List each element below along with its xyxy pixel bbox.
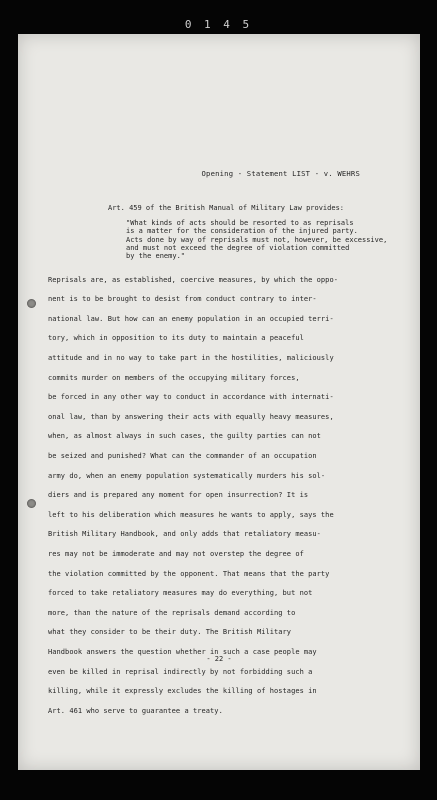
body-line: the violation committed by the opponent. That means that the party bbox=[48, 569, 330, 578]
intro-line: Art. 459 of the British Manual of Military Law provides: bbox=[108, 204, 345, 212]
body-line: nent is to be brought to desist from conduct contrary to inter- bbox=[48, 295, 317, 304]
body-line: diers and is prepared any moment for open insurrection? It is bbox=[48, 491, 309, 500]
quote-line: by the enemy." bbox=[126, 252, 186, 261]
body-line: national law. But how can an enemy population in an occupied terri- bbox=[48, 314, 334, 323]
body-line: tory, which in opposition to its duty to maintain a peaceful bbox=[48, 334, 304, 343]
document-page bbox=[18, 34, 420, 770]
quote-line: Acts done by way of reprisals must not, however, be excessive, bbox=[126, 235, 388, 244]
body-line: forced to take retaliatory measures may do everything, but not bbox=[48, 589, 313, 598]
body-line: when, as almost always in such cases, the guilty parties can not bbox=[48, 432, 321, 441]
film-frame-number: 0 1 4 5 bbox=[184, 18, 253, 31]
body-line: be forced in any other way to conduct in accordance with internati- bbox=[48, 393, 334, 402]
body-line: attitude and in no way to take part in the hostilities, maliciously bbox=[48, 354, 334, 363]
quoted-provision bbox=[48, 219, 398, 261]
body-line: even be killed in reprisal indirectly by not forbidding such a bbox=[48, 667, 313, 676]
body-line: left to his deliberation which measures he wants to apply, says the bbox=[48, 510, 334, 519]
body-line: Reprisals are, as established, coercive measures, by which the oppo- bbox=[48, 275, 338, 284]
quote-line: is a matter for the consideration of the injured party. bbox=[126, 227, 358, 236]
body-line: army do, when an enemy population systematically murders his sol- bbox=[48, 471, 326, 480]
body-line: more, than the nature of the reprisals demand according to bbox=[48, 608, 296, 617]
quote-line: "What kinds of acts should be resorted to as reprisals bbox=[126, 218, 354, 227]
body-line: Art. 461 who serve to guarantee a treaty. bbox=[48, 706, 223, 715]
body-line: be seized and punished? What can the commander of an occupation bbox=[48, 452, 317, 461]
body-line: killing, while it expressly excludes the killing of hostages in bbox=[48, 687, 317, 696]
page-number: - 22 - bbox=[206, 655, 232, 663]
punch-hole-bottom bbox=[27, 499, 36, 508]
punch-hole-top bbox=[27, 299, 36, 308]
body-line: what they consider to be their duty. The British Military bbox=[48, 628, 292, 637]
body-line: res may not be immoderate and may not overstep the degree of bbox=[48, 550, 304, 559]
body-paragraph bbox=[48, 271, 398, 722]
page-header: Opening - Statement LIST - v. WEHRS bbox=[201, 169, 360, 178]
body-line: onal law, than by answering their acts with equally heavy measures, bbox=[48, 412, 334, 421]
page-text-block bbox=[48, 169, 398, 721]
body-line: Handbook answers the question whether in such a case people may bbox=[48, 647, 317, 656]
body-line: commits murder on members of the occupying military forces, bbox=[48, 373, 300, 382]
body-line: British Military Handbook, and only adds that retaliatory measu- bbox=[48, 530, 321, 539]
quote-line: and must not exceed the degree of violation committed bbox=[126, 243, 350, 252]
